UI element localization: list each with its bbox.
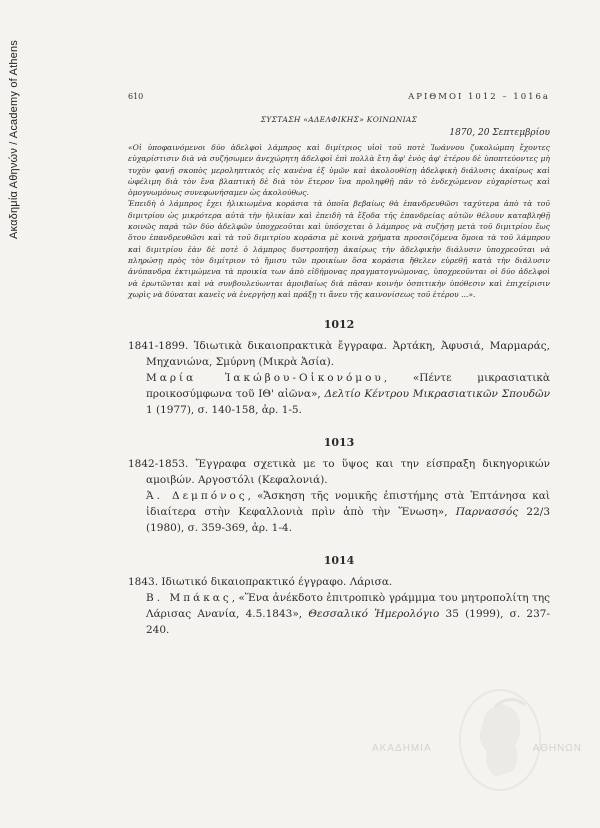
- entry-heading: 1842-1853. Ἔγγραφα σχετικὰ με το ὕψος και την είσπραξη δικηγορικών αμοιβών. Αργοστόλι (Κεφαλονιά).: [128, 458, 550, 487]
- athena-head-seal-icon: [455, 685, 545, 795]
- entry-number: 1013: [323, 436, 355, 450]
- entry-heading: 1841-1899. Ἰδιωτικὰ δικαιοπρακτικὰ ἔγγραφα. Ἀρτάκη, Ἀφυσιά, Μαρμαράς, Μηχανιώνα, Σμύρνη (Μικρὰ Ἀσία).: [128, 340, 550, 369]
- document-quote: [128, 142, 550, 300]
- entry-heading: 1843. Ιδιωτικό δικαιοπρακτικό έγγραφο. Λάρισα.: [128, 576, 393, 589]
- entry-reference: [128, 488, 550, 536]
- quote-paragraph-2: Ἐπειδὴ ὁ λάμπρος ἔχει ἡλικιωμένα κοράσια τὰ ὁποῖα βεβαίως θὰ ἐπανδρευθῶσι ταχύτερα ἀπὸ τὰ τοῦ διμιτρίου ὡς μικρότερα αὐτὰ τὴν ἡλικίαν καὶ ἐπειδὴ τὰ ἔξοδα τῆς ἐπανδρείας αὐτῶν θέλουν καταβληθῇ κοινῶς παρὰ τῶν δύο ἀδελφῶν ὑποχρεοῦται καὶ ὑπόσχεται ὁ λάμπρος νὰ συζήσῃ μετὰ τοῦ διμιτρίου ἕως ὅτου ἐπανδρευθῶσι καὶ τὰ τοῦ διμιτρίου κοράσια μὲ κοινὰ χρήματα προσοιζόμενα ὅμοια τὰ τοῦ λάμπρου καὶ διμιτρίου ἐὰν δὲ ποτὲ ὁ λάμπρος δυστροπήσῃ ἀκαίρως τὴν ἀδελφικὴν διάλυσιν ὑποχρεοῦται νὰ πληρώσῃ πρὸς τὸν διμίτριον τὸ ἥμισυ τῶν προικίων ὅσα κοράσια ἤθελεν εὑρεθῇ κατὰ τὴν διάλυσιν ἀνύπανδρα ἐκτιμώμενα τὰ προικία των ἀπὸ εἰδήμονας πραγματογνώμονας, ὑποχρεοῦνται οἱ δύο ἀδελφοὶ νὰ ἐρωτῶνται καὶ νὰ συνβουλεύωνται ἀμοιβαίως διὰ πᾶσαν κοινὴν ὁσπιτικὴν ὑπόθεσιν καὶ ἐπιχείρισιν χωρὶς νὰ δύναται κανεὶς νὰ ἐνεργήσῃ καὶ πράξῃ τι ἄνευ τῆς καινονίσεως τοῦ ἑτέρου ...».: [128, 199, 550, 299]
- entry-author: Β. Μπάκας: [146, 592, 232, 605]
- entry-author: Μαρία Ἰακώβου-Οἰκονόμου: [146, 372, 384, 385]
- page-number: 610: [128, 92, 144, 101]
- running-title: ΑΡΙΘΜΟΙ 1012 – 1016a: [408, 92, 550, 102]
- entry-1012: [128, 318, 550, 418]
- entry-journal: Παρνασσός: [455, 506, 519, 519]
- seal-text-left: ΑΚΑΔΗΜΙΑ: [372, 743, 432, 754]
- entry-ref-tail: 1 (1977), σ. 140-158, ἀρ. 1-5.: [146, 404, 302, 417]
- seal-text: [372, 743, 582, 754]
- document-date: 1870, 20 Σεπτεμβρίου: [449, 128, 550, 138]
- entry-journal: Δελτίο Κέντρου Μικρασιατικῶν Σπουδῶν: [324, 388, 550, 401]
- entry-ref-title: , «Πέντε μικρασιατικὰ προικοσύμφωνα τοῦ ΙΘ' αἰῶνα»,: [146, 372, 550, 401]
- entry-reference: [128, 590, 550, 638]
- entry-journal: Θεσσαλικό Ἡμερολόγιο: [308, 608, 440, 621]
- entry-ref-tail: 22/3 (1980), σ. 359-369, ἀρ. 1-4.: [146, 506, 550, 535]
- entry-author: Ἀ. Δεμπόνος: [146, 490, 248, 503]
- entry-number: 1012: [323, 318, 355, 332]
- book-page: [128, 92, 550, 638]
- side-watermark-label: Ακαδημία Αθηνών / Academy of Athens: [8, 40, 20, 240]
- entry-1014: [128, 554, 550, 638]
- entry-ref-tail: 35 (1999), σ. 237-240.: [146, 608, 551, 637]
- entry-ref-title: , «Ἄσκηση τῆς νομικῆς ἐπιστήμης στὰ Ἑπτάνησα καὶ ἰδιαίτερα στὴν Κεφαλλονιὰ πρὶν ἀπὸ τὴν Ἕνωση»,: [146, 490, 550, 519]
- seal-text-right: ΑΘΗΝΩΝ: [532, 743, 582, 754]
- entry-ref-title: , «Ἕνα ἀνέκδοτο ἐπιτροπικὸ γράμμμα του μητροπολίτη της Λάρισας Ανανία, 4.5.1843»,: [146, 592, 550, 621]
- quote-paragraph-1: «Οἱ ὑποφαινόμενοι δύο ἀδελφοὶ λάμπρος καὶ διμίτριος υἱοὶ τοῦ ποτὲ Ἰωάννου ζυκολώμπη ἔχοντες εὐχαρίστισιν διὰ νὰ συζήσωμεν ἀνεχώρητη ἀδελφοὶ ἐπὶ πολλὰ ἔτη ἄφ' ἑνὸς ἀφ' ἑτέρου δὲ ὑποπτεύοντες μὴ τυχὸν φανῇ σκοπὸς μεροληπτικὸς εἰς κανένα ἐξ ὑμῶν καὶ ἀκολουθίσῃ ἀδελφικὴ διάλυσις ἀκαίρως καὶ ὠφέλιμη διὰ τὸν ἕνα βλαπτικὴ δὲ διὰ τὸν ἕτερον ἵνα προληφθῇ πᾶν τὸ ἐνδεχώμενον εὐχαρίστως καὶ ὁμογνωμόνως συνεφωνήσαμεν ὡς ἀκολούθως.: [128, 143, 550, 198]
- entry-reference: [128, 370, 550, 418]
- document-heading: ΣΥΣΤΑΣΗ «ΑΔΕΛΦΙΚΗΣ» ΚΟΙΝΩΝΙΑΣ: [260, 115, 418, 124]
- running-header: [128, 92, 550, 102]
- entry-1013: [128, 436, 550, 536]
- entry-number: 1014: [323, 554, 355, 568]
